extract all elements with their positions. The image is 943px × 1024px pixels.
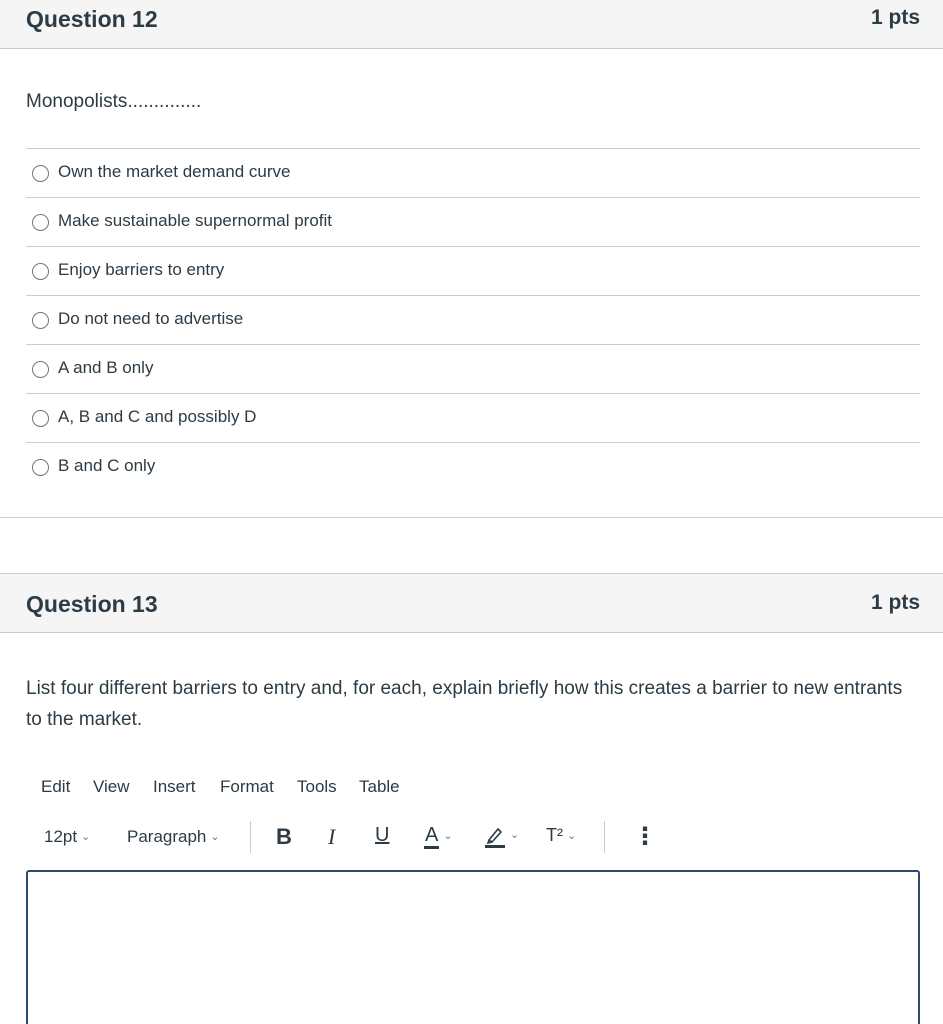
answer-label[interactable]: Do not need to advertise <box>58 309 244 328</box>
menu-view[interactable]: View <box>93 777 130 796</box>
answer-option[interactable] <box>26 295 920 344</box>
question-points: 1 pts <box>870 591 920 614</box>
answer-label[interactable]: Enjoy barriers to entry <box>58 260 225 279</box>
question-title: Question 12 <box>26 6 158 32</box>
menu-format[interactable]: Format <box>220 777 274 796</box>
answer-label[interactable]: B and C only <box>58 456 156 475</box>
menu-insert[interactable]: Insert <box>153 777 196 796</box>
radio-button[interactable] <box>32 410 49 427</box>
question-text: List four different barriers to entry and, for each, explain briefly how this creates a barrier to new entrants to the market. <box>26 678 903 730</box>
editor-toolbar <box>26 819 920 859</box>
radio-button[interactable] <box>32 263 49 280</box>
more-options-button[interactable]: ⋮ <box>633 823 657 850</box>
highlighter-icon <box>484 823 506 849</box>
font-size-value: 12pt <box>44 827 78 846</box>
menu-table[interactable]: Table <box>359 777 400 796</box>
chevron-down-icon: ⌄ <box>510 829 520 842</box>
answer-option[interactable] <box>26 197 920 246</box>
answer-option[interactable] <box>26 393 920 442</box>
menu-tools[interactable]: Tools <box>297 777 337 796</box>
chevron-down-icon: ⌄ <box>567 830 577 842</box>
answer-list <box>26 148 920 491</box>
highlight-color-button[interactable] <box>484 823 519 849</box>
font-size-dropdown[interactable] <box>44 827 90 847</box>
toolbar-divider <box>250 821 251 853</box>
answer-label[interactable]: A and B only <box>58 358 154 377</box>
chevron-down-icon: ⌄ <box>210 831 220 843</box>
chevron-down-icon: ⌄ <box>443 830 453 842</box>
chevron-down-icon: ⌄ <box>81 831 91 843</box>
text-color-button[interactable] <box>424 824 453 847</box>
radio-button[interactable] <box>32 459 49 476</box>
answer-label[interactable]: Own the market demand curve <box>58 162 291 181</box>
answer-label[interactable]: A, B and C and possibly D <box>58 407 257 426</box>
radio-button[interactable] <box>32 312 49 329</box>
question-text: Monopolists.............. <box>26 91 202 112</box>
rich-text-editor[interactable] <box>26 870 920 1024</box>
block-format-dropdown[interactable] <box>127 827 220 847</box>
radio-button[interactable] <box>32 361 49 378</box>
question-13-body <box>0 633 943 1024</box>
answer-option[interactable] <box>26 148 920 197</box>
toolbar-divider <box>604 821 605 853</box>
answer-label[interactable]: Make sustainable supernormal profit <box>58 211 333 230</box>
superscript-icon: T² <box>546 825 563 845</box>
question-13-header <box>0 573 943 633</box>
question-12-header <box>0 0 943 49</box>
superscript-button[interactable] <box>546 825 576 846</box>
question-points: 1 pts <box>870 6 920 29</box>
answer-option[interactable] <box>26 344 920 393</box>
text-color-icon: A <box>424 824 439 849</box>
bold-button[interactable]: B <box>276 824 292 849</box>
answer-option[interactable] <box>26 246 920 295</box>
menu-edit[interactable]: Edit <box>41 777 71 796</box>
block-format-value: Paragraph <box>127 827 207 846</box>
answer-option[interactable] <box>26 442 920 491</box>
radio-button[interactable] <box>32 165 49 182</box>
radio-button[interactable] <box>32 214 49 231</box>
italic-button[interactable]: I <box>328 824 336 849</box>
question-12-body <box>0 49 943 518</box>
underline-button[interactable]: U <box>375 824 390 846</box>
question-title: Question 13 <box>26 591 158 617</box>
